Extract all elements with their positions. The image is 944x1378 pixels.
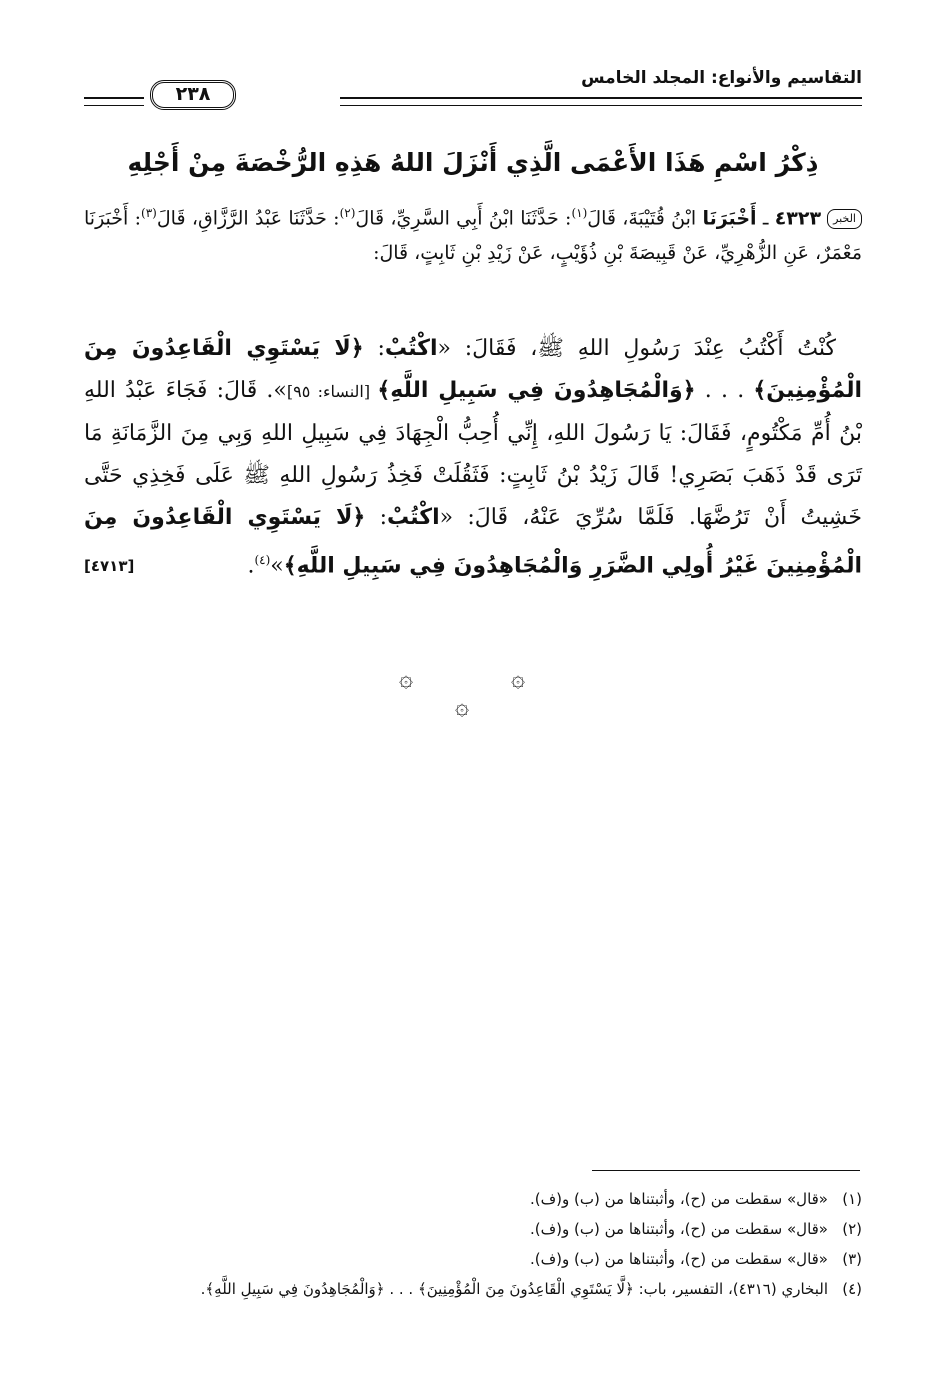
- quran-ayah-1: ﴿لَا يَسْتَوِي الْقَاعِدُونَ مِنَ الْمُؤْمِنِينَ﴾: [84, 336, 863, 403]
- footnote-text: «قال» سقطت من (ح)، وأثبتناها من (ب) و(ف).: [529, 1250, 828, 1268]
- section-heading: ذِكْرُ اسْمِ هَذَا الأَعْمَى الَّذِي أَنْزَلَ اللهُ هَذِهِ الرُّخْصَةَ مِنْ أَجْلِهِ: [127, 148, 819, 177]
- matn-text-3: . . .: [695, 378, 754, 403]
- ornament-icon: ۞: [510, 664, 526, 692]
- page-number: ٢٣٨: [150, 80, 236, 110]
- matn-text-1: كُنْتُ أَكْتُبُ عِنْدَ رَسُولِ اللهِ ﷺ، فَقَالَ: «: [437, 336, 837, 361]
- footnote-number: (٢): [842, 1220, 862, 1238]
- footnote-1: [84, 1184, 862, 1214]
- uktub-word-2: اكْتُبْ: [387, 505, 440, 530]
- quran-ayah-2: ﴿وَالْمُجَاهِدُونَ فِي سَبِيلِ اللَّهِ﴾: [377, 378, 696, 403]
- uktub-word-1: اكْتُبْ: [384, 336, 438, 361]
- footnote-4: [84, 1274, 862, 1304]
- footnote-ref-1[interactable]: (١): [571, 206, 588, 220]
- matn-end: .: [247, 553, 255, 579]
- footnote-2: [84, 1214, 862, 1244]
- matn-text-5: :: [365, 505, 387, 530]
- footnote-number: (٤): [842, 1280, 862, 1298]
- matn-paragraph: [84, 328, 862, 587]
- isnad-paragraph: [84, 196, 862, 271]
- footnote-ref-2[interactable]: (٢): [339, 206, 356, 220]
- matn-text-4: ». قَالَ: فَجَاءَ عَبْدُ اللهِ بْنُ أُمِّ مَكْتُومٍ، فَقَالَ: يَا رَسُولَ اللهِ، إِنِّي أُحِبُّ الْجِهَادَ فِي سَبِيلِ اللهِ وَبِي مِنَ الزَّمَانَةِ مَا تَرَى قَدْ ذَهَبَ بَصَرِي! قَالَ زَيْدُ بْنُ ثَابِتٍ: فَثَقُلَتْ فَخِذُ رَسُولِ اللهِ ﷺ عَلَى فَخِذِي حَتَّى خَشِيتُ أَنْ تَرُضَّهَا. فَلَمَّا سُرِّيَ عَنْهُ، قَالَ: «: [84, 378, 863, 530]
- running-header: [84, 62, 862, 114]
- footnote-3: [84, 1244, 862, 1274]
- hadith-dash: ـ: [756, 207, 775, 230]
- cross-reference-number: [٤٧١٣]: [84, 557, 135, 575]
- footnote-text: «قال» سقطت من (ح)، وأثبتناها من (ب) و(ف).: [529, 1190, 828, 1208]
- isnad-text-2: : حَدَّثَنَا ابْنُ أَبِي السَّرِيِّ، قَالَ: [355, 207, 572, 230]
- hadith-number: ٤٣٢٣: [774, 207, 822, 230]
- matn-text-2: :: [363, 336, 385, 361]
- footnote-text: «قال» سقطت من (ح)، وأثبتناها من (ب) و(ف).: [529, 1220, 828, 1238]
- footnote-text: البخاري (٤٣١٦)، التفسير، باب: ﴿لَّا يَسْتَوِي الْقَاعِدُونَ مِنَ الْمُؤْمِنِينَ﴾ . . . ﴿وَالْمُجَاهِدُونَ فِي سَبِيلِ اللَّهِ﴾.: [200, 1280, 828, 1298]
- header-rule-right: [340, 97, 862, 106]
- khabar-marker-icon: الخبر: [827, 209, 862, 229]
- ornament-icon: ۞: [398, 664, 414, 692]
- footnote-separator: [592, 1170, 860, 1171]
- footnote-number: (٣): [842, 1250, 862, 1268]
- footnotes: [84, 1184, 862, 1304]
- isnad-text-4: : أَخْبَرَنَا مَعْمَرٌ، عَنِ الزُّهْرِيِّ، عَنْ قَبِيصَةَ بْنِ ذُؤَيْبٍ، عَنْ زَيْدِ بْنِ ثَابِتٍ، قَالَ:: [84, 207, 862, 265]
- isnad-text-1: ابْنُ قُتَيْبَةَ، قَالَ: [587, 207, 703, 230]
- footnote-ref-4[interactable]: (٤): [254, 553, 271, 567]
- matn-text-6: »: [270, 553, 284, 579]
- footnote-ref-3[interactable]: (٣): [141, 206, 157, 220]
- isnad-text-3: : حَدَّثَنَا عَبْدُ الرَّزَّاقِ، قَالَ: [156, 207, 340, 230]
- running-title: التقاسيم والأنواع: المجلد الخامس: [581, 68, 862, 88]
- surah-reference: [النساء: ٩٥]: [286, 382, 378, 401]
- header-rule-left: [84, 97, 144, 106]
- quran-ayah-3: ﴿لَا يَسْتَوِي الْقَاعِدُونَ مِنَ الْمُؤْمِنِينَ غَيْرُ أُولِي الضَّرَرِ وَالْمُجَاهِدُونَ فِي سَبِيلِ اللَّهِ﴾: [84, 505, 862, 579]
- ornament-icon: ۞: [454, 692, 470, 720]
- footnote-number: (١): [842, 1190, 862, 1208]
- akhbarana-word: أَخْبَرَنَا: [702, 207, 757, 230]
